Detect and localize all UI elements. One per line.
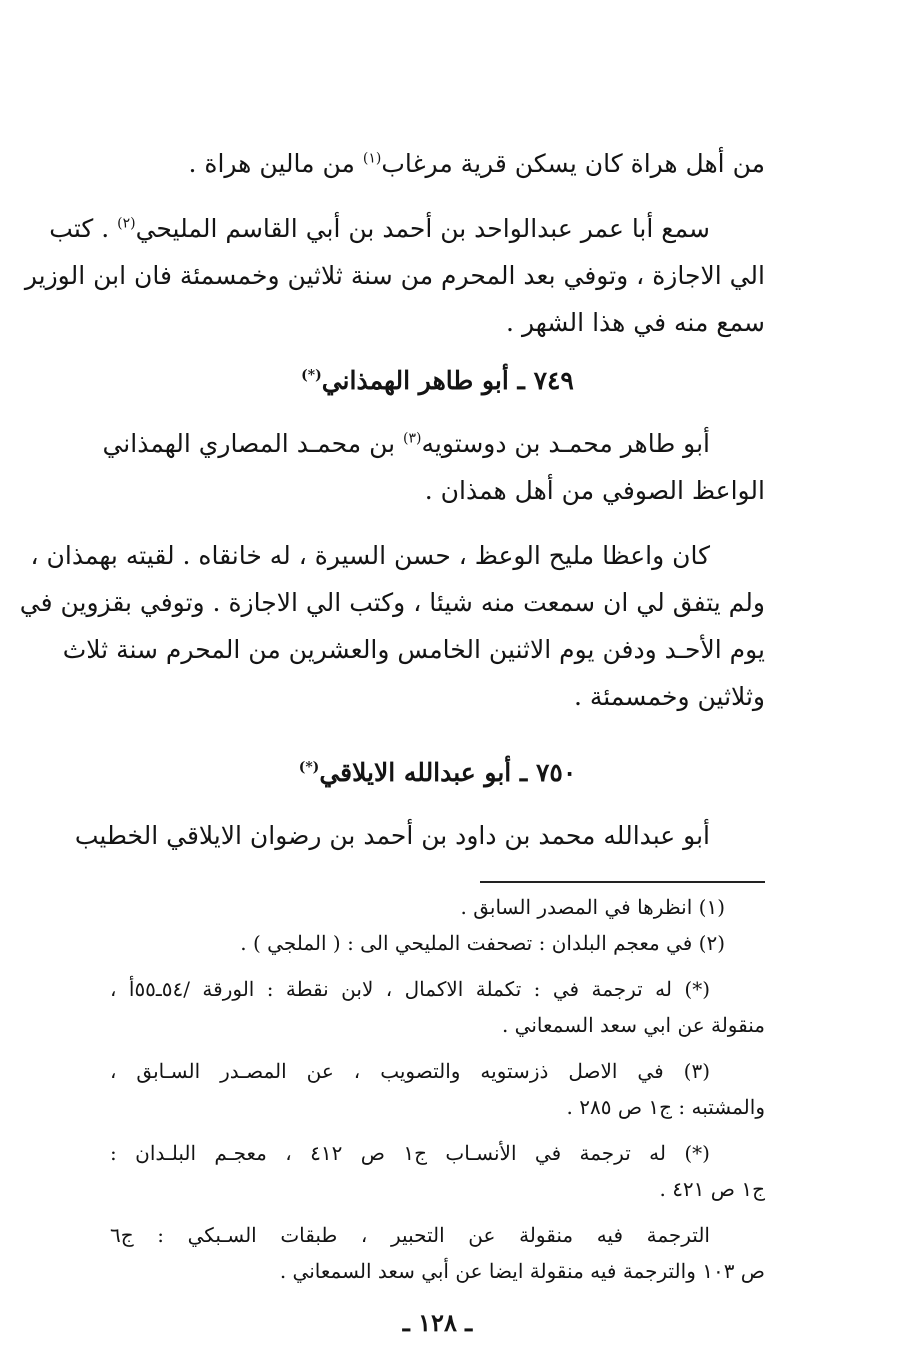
paragraph-line: الواعظ الصوفي من أهل همذان . (424, 476, 765, 505)
spacer (110, 720, 765, 738)
footnote-ref: (١) (362, 150, 382, 167)
footnote-ref: (٣) (403, 430, 422, 447)
footnote: (*) له ترجمة في : تكملة الاكمال ، لابن نقطة : الورقة /٥٤ـ٥٥أ ، (110, 977, 710, 1001)
text-span: أبو طاهر محمـد بن دوستويه (421, 429, 710, 458)
paragraph-line (49, 205, 765, 252)
entry-heading (110, 748, 765, 798)
entry-heading (110, 356, 765, 406)
footnote: الترجمة فيه منقولة عن التحبير ، طبقات السـبكي : ج٦ (110, 1223, 710, 1247)
footnote: (١) انظرها في المصدر السابق . (460, 895, 725, 919)
text-span: من مالين هراة . (188, 149, 355, 178)
footnote: والمشتبه : ج١ ص ٢٨٥ . (566, 1095, 765, 1119)
paragraph-line: الي الاجازة ، وتوفي بعد المحرم من سنة ثلاثين وخمسمئة فان ابن الوزير (24, 261, 765, 290)
paragraph-line: وثلاثين وخمسمئة . (573, 682, 765, 711)
paragraph-line: أبو عبدالله محمد بن داود بن أحمد بن رضوان الايلاقي الخطيب (74, 821, 710, 850)
footnote-ref: (*) (301, 367, 322, 384)
heading-text: ٧٤٩ ـ أبو طاهر الهمذاني (321, 366, 574, 395)
paragraph-line (110, 140, 765, 187)
footnote-ref: (٢) (117, 215, 136, 232)
spacer (110, 514, 765, 532)
footnote: ج١ ص ٤٢١ . (659, 1177, 765, 1201)
text-span: سمع أبا عمر عبدالواحد بن أحمد بن أبي القاسم المليحي (135, 214, 710, 243)
spacer (110, 1043, 765, 1053)
paragraph-line: يوم الأحـد ودفن يوم الاثنين الخامس والعشرين من المحرم سنة ثلاث (62, 635, 765, 664)
spacer (110, 187, 765, 205)
heading-text: ٧٥٠ ـ أبو عبدالله الايلاقي (319, 758, 577, 787)
footnote: منقولة عن ابي سعد السمعاني . (501, 1013, 765, 1037)
footnote: (٣) في الاصل ذزستويه والتصويب ، عن المصـدر السـابق ، (110, 1059, 710, 1083)
footnote: (٢) في معجم البلدان : تصحفت المليحي الى : ( الملجي ) . (240, 931, 725, 955)
text-span: من أهل هراة كان يسكن قرية مرغاب (381, 149, 765, 178)
footnote-ref: (*) (298, 759, 320, 776)
paragraph-line: ولم يتفق لي ان سمعت منه شيئا ، وكتب الي الاجازة . وتوفي بقزوين في (19, 588, 765, 617)
document-page (19, 140, 765, 1343)
paragraph-line (102, 420, 765, 467)
spacer (110, 961, 765, 971)
footnote: (*) له ترجمة في الأنسـاب ج١ ص ٤١٢ ، معجـم البلـدان : (110, 1141, 710, 1165)
text-span: بن محمـد المصاري الهمذاني (102, 429, 396, 458)
page-number: ـ ١٢٨ ـ (402, 1308, 473, 1337)
text-span: . كتب (49, 214, 110, 243)
footnote: ص ١٠٣ والترجمة فيه منقولة ايضا عن أبي سعد السمعاني . (279, 1259, 765, 1283)
footnote-separator (480, 881, 765, 883)
paragraph-line: كان واعظا مليح الوعظ ، حسن السيرة ، له خانقاه . لقيته بهمذان ، (30, 541, 710, 570)
spacer (110, 1207, 765, 1217)
spacer (110, 1125, 765, 1135)
paragraph-line: سمع منه في هذا الشهر . (506, 308, 765, 337)
